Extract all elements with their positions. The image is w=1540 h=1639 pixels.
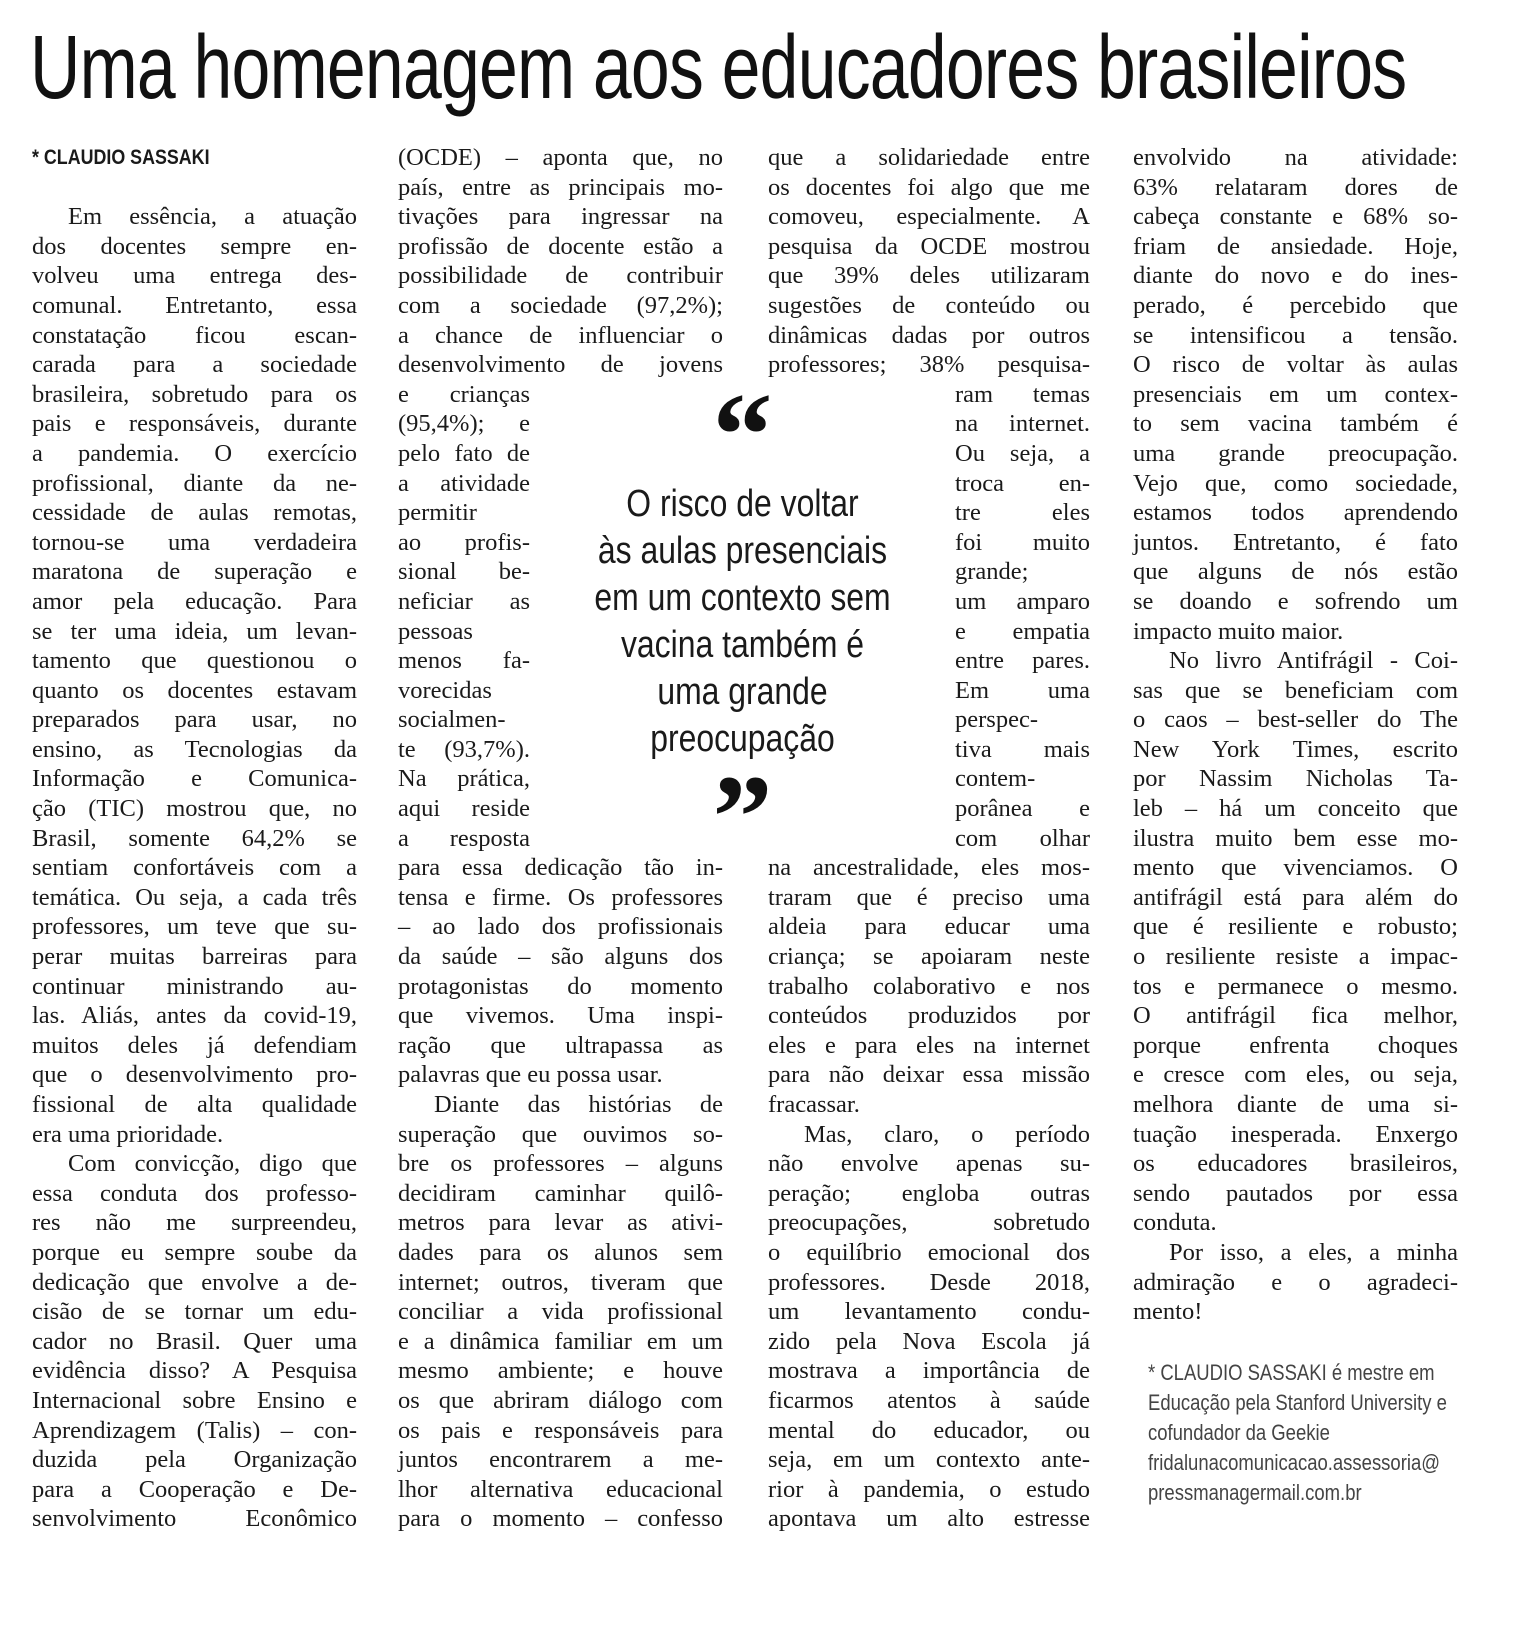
text-line: Informação e Comunica- (32, 765, 357, 793)
text-line: o equilíbrio emocional dos (768, 1238, 1090, 1266)
footnote-line: Educação pela Stanford University e (1148, 1390, 1447, 1415)
text-line: admiração e o agradeci- (1133, 1268, 1458, 1296)
text-line: dedicação que envolve a de- (32, 1268, 357, 1296)
text-line: para o momento – confesso (398, 1505, 723, 1533)
text-line: tos e permanece o mesmo. (1133, 972, 1458, 1000)
text-line: era uma prioridade. (32, 1120, 224, 1148)
text-line: superação que ouvimos so- (398, 1120, 723, 1148)
text-line: O antifrágil fica melhor, (1133, 1002, 1458, 1030)
text-line: res não me surpreendeu, (32, 1209, 357, 1237)
text-line: tuação inesperada. Enxergo (1133, 1120, 1458, 1148)
text-line: cador no Brasil. Quer uma (32, 1327, 357, 1355)
text-line: (95,4%); e (398, 410, 530, 438)
text-line: palavras que eu possa usar. (398, 1061, 663, 1089)
headline: Uma homenagem aos educadores brasileiros (30, 18, 1407, 118)
text-line: país, entre as principais mo- (398, 173, 723, 201)
text-line: contem- (955, 765, 1036, 793)
text-line: mostrava a importância de (768, 1357, 1090, 1385)
text-line: metros para levar as ativi- (398, 1209, 723, 1237)
text-line: na ancestralidade, eles mos- (768, 854, 1090, 882)
text-line: preparados para usar, no (32, 706, 357, 734)
text-line: ao profis- (398, 528, 530, 556)
text-line: permitir (398, 499, 477, 527)
text-line: Por isso, a eles, a minha (1169, 1238, 1458, 1266)
text-line: O risco de voltar às aulas (1133, 351, 1458, 379)
text-line: para essa dedicação tão in- (398, 854, 723, 882)
text-line: rior à pandemia, o estudo (768, 1475, 1090, 1503)
text-line: tre eles (955, 499, 1090, 527)
footnote-line: * CLAUDIO SASSAKI é mestre em (1148, 1360, 1435, 1385)
text-line: os educadores brasileiros, (1133, 1150, 1458, 1178)
text-line: fissional de alta qualidade (32, 1091, 357, 1118)
text-line: o resiliente resiste a impac- (1133, 943, 1458, 971)
spacer (32, 173, 357, 203)
text-line: presenciais em um contex- (1133, 380, 1458, 408)
text-line: Ou seja, a (955, 439, 1090, 467)
text-line: perspec- (955, 706, 1038, 734)
text-line: Vejo que, como sociedade, (1133, 469, 1458, 497)
text-line: amor pela educação. Para (32, 587, 357, 615)
text-line: ram temas (955, 380, 1090, 408)
pull-quote-text (585, 481, 900, 763)
text-line: Diante das histórias de (434, 1091, 723, 1118)
text-line: Em essência, a atuação (68, 203, 357, 231)
text-line: a chance de influenciar o (398, 321, 723, 349)
text-line: mento que vivenciamos. O (1133, 854, 1458, 882)
text-line: desenvolvimento de jovens (398, 351, 723, 379)
text-line: não envolve apenas su- (768, 1150, 1090, 1178)
text-line: apontava um alto estresse (768, 1505, 1090, 1533)
text-line: que a solidariedade entre (768, 144, 1090, 171)
text-line: essa conduta dos professo- (32, 1179, 357, 1207)
text-line: protagonistas do momento (398, 972, 723, 1000)
text-line: tamento que questionou o (32, 647, 357, 675)
text-line: para não deixar essa missão (768, 1061, 1090, 1089)
text-line: trabalho colaborativo e nos (768, 972, 1090, 1000)
text-line: uma grande preocupação. (1133, 439, 1458, 467)
text-line: traram que é preciso uma (768, 883, 1090, 911)
text-line: brasileira, sobretudo para os (32, 380, 357, 408)
text-line: pessoas (398, 617, 473, 645)
text-line: New York Times, escrito (1133, 735, 1458, 763)
text-line: os pais e responsáveis para (398, 1416, 723, 1444)
text-line: comoveu, especialmente. A (768, 203, 1090, 231)
text-line: conduta. (1133, 1209, 1217, 1237)
text-line: porque eu sempre soube da (32, 1238, 357, 1266)
text-line: se doando e sofrendo um (1133, 587, 1458, 615)
text-line: 63% relataram dores de (1133, 173, 1458, 201)
byline: * CLAUDIO SASSAKI (32, 146, 210, 169)
text-line: diante do novo e do ines- (1133, 262, 1458, 290)
text-line: porânea e (955, 795, 1090, 823)
text-line: sugestões de conteúdo ou (768, 291, 1090, 319)
text-line: profissão de docente estão a (398, 232, 723, 260)
text-line: evidência disso? A Pesquisa (32, 1357, 357, 1385)
text-line: internet; outros, tiveram que (398, 1268, 723, 1296)
text-line: Internacional sobre Ensino e (32, 1386, 357, 1414)
text-line: a resposta (398, 824, 530, 852)
text-line: Mas, claro, o período (804, 1120, 1090, 1148)
text-line: a pandemia. O exercício (32, 439, 357, 467)
text-line: se intensificou a tensão. (1133, 321, 1458, 349)
text-line: entre pares. (955, 647, 1090, 675)
text-line: aldeia para educar uma (768, 913, 1090, 941)
text-line: a atividade (398, 469, 530, 497)
text-line: constatação ficou escan- (32, 321, 357, 349)
text-line: os que abriram diálogo com (398, 1386, 723, 1414)
text-line: que 39% deles utilizaram (768, 262, 1090, 290)
text-line: muitos deles já defendiam (32, 1031, 357, 1059)
text-line: conciliar a vida profissional (398, 1298, 723, 1326)
text-line: ção (TIC) mostrou que, no (32, 795, 357, 823)
text-line: Em uma (955, 676, 1090, 704)
text-line: quanto os docentes estavam (32, 676, 357, 704)
open-quote-icon: “ (712, 368, 773, 501)
text-line: las. Aliás, antes da covid-19, (32, 1002, 357, 1030)
text-line: envolvido na atividade: (1133, 144, 1458, 171)
text-line: juntos encontrarem a me- (398, 1446, 723, 1474)
text-line: (OCDE) – aponta que, no (398, 144, 723, 171)
text-line: sional be- (398, 558, 530, 586)
text-line: dinâmicas dadas por outros (768, 321, 1090, 349)
text-line: da saúde – são alguns dos (398, 943, 723, 971)
text-line: foi muito (955, 528, 1090, 556)
text-line: to sem vacina também é (1133, 410, 1458, 438)
text-line: Aprendizagem (Talis) – con- (32, 1416, 357, 1444)
text-line: seja, em um contexto ante- (768, 1446, 1090, 1474)
text-line: cessidade de aulas remotas, (32, 499, 357, 527)
text-line: senvolvimento Econômico (32, 1505, 357, 1533)
text-line: possibilidade de contribuir (398, 262, 723, 290)
text-line: os docentes foi algo que me (768, 173, 1090, 201)
text-line: se ter uma ideia, um levan- (32, 617, 357, 645)
text-line: que vivemos. Uma inspi- (398, 1002, 723, 1030)
text-line: tiva mais (955, 735, 1090, 763)
pull-quote-line: O risco de voltar (626, 483, 859, 525)
text-line: Brasil, somente 64,2% se (32, 824, 357, 852)
text-line: friam de ansiedade. Hoje, (1133, 232, 1458, 260)
text-line: Com convicção, digo que (68, 1150, 357, 1178)
text-line: cabeça constante e 68% so- (1133, 203, 1458, 231)
text-line: professores, um teve que su- (32, 913, 357, 941)
text-line: estamos todos aprendendo (1133, 499, 1458, 527)
text-line: antifrágil está para além do (1133, 883, 1458, 911)
text-line: e crianças (398, 380, 530, 408)
text-line: mento! (1133, 1298, 1203, 1326)
text-line: ilustra muito bem esse mo- (1133, 824, 1458, 852)
text-line: te (93,7%). (398, 735, 530, 763)
text-line: pelo fato de (398, 439, 530, 467)
text-line: para a Cooperação e De- (32, 1475, 357, 1503)
text-line: mesmo ambiente; e houve (398, 1357, 723, 1385)
author-footnote (1148, 1358, 1463, 1508)
text-line: ensino, as Tecnologias da (32, 735, 357, 763)
text-line: que é resiliente e robusto; (1133, 913, 1458, 941)
footnote-line: pressmanagermail.com.br (1148, 1480, 1362, 1505)
text-line: duzida pela Organização (32, 1446, 357, 1474)
text-line: sas que se beneficiam com (1133, 676, 1458, 704)
text-line: temática. Ou seja, a cada três (32, 883, 357, 911)
text-line: melhora diante de uma si- (1133, 1091, 1458, 1118)
text-line: sendo pautados por essa (1133, 1179, 1458, 1207)
text-line: e a dinâmica familiar em um (398, 1327, 723, 1355)
close-quote-icon: ” (712, 750, 773, 883)
text-line: e empatia (955, 617, 1090, 645)
text-line: bre os professores – alguns (398, 1150, 723, 1178)
text-line: cisão de se tornar um edu- (32, 1298, 357, 1326)
text-line: dos docentes sempre en- (32, 232, 357, 260)
text-line: que o desenvolvimento pro- (32, 1061, 357, 1089)
text-line: dades para os alunos sem (398, 1238, 723, 1266)
text-line: ficarmos atentos à saúde (768, 1386, 1090, 1414)
footnote-line: cofundador da Geekie (1148, 1420, 1330, 1445)
text-line: lhor alternativa educacional (398, 1475, 723, 1503)
text-line: pesquisa da OCDE mostrou (768, 232, 1090, 260)
article-column-4 (1133, 143, 1458, 1327)
text-line: que alguns de nós estão (1133, 558, 1458, 586)
text-line: ração que ultrapassa as (398, 1031, 723, 1059)
text-line: decidiram caminhar quilô- (398, 1179, 723, 1207)
text-line: pais e responsáveis, durante (32, 410, 357, 438)
pull-quote-line: em um contexto sem (594, 577, 891, 619)
text-line: troca en- (955, 469, 1090, 497)
text-line: tivações para ingressar na (398, 203, 723, 231)
text-line: tensa e firme. Os professores (398, 883, 723, 911)
text-line: No livro Antifrágil - Coi- (1169, 647, 1458, 675)
text-line: com olhar (955, 824, 1090, 852)
text-line: com a sociedade (97,2%); (398, 291, 723, 319)
text-line: continuar ministrando au- (32, 972, 357, 1000)
text-line: Na prática, (398, 765, 530, 793)
text-line: perar muitas barreiras para (32, 943, 357, 971)
text-line: impacto muito maior. (1133, 617, 1344, 645)
text-line: peração; engloba outras (768, 1179, 1090, 1207)
text-line: professores. Desde 2018, (768, 1268, 1090, 1296)
text-line: um amparo (955, 587, 1090, 615)
text-line: vorecidas (398, 676, 492, 704)
text-line: preocupações, sobretudo (768, 1209, 1090, 1237)
text-line: conteúdos produzidos por (768, 1002, 1090, 1030)
text-line: socialmen- (398, 706, 506, 734)
text-line: por Nassim Nicholas Ta- (1133, 765, 1458, 793)
text-line: perado, é percebido que (1133, 291, 1458, 319)
text-line: neficiar as (398, 587, 530, 615)
text-line: aqui reside (398, 795, 530, 823)
text-line: fracassar. (768, 1091, 860, 1118)
text-line: mental do educador, ou (768, 1416, 1090, 1444)
text-line: na internet. (955, 410, 1090, 438)
text-line: volveu uma entrega des- (32, 262, 357, 290)
text-line: e cresce com eles, ou seja, (1133, 1061, 1458, 1089)
text-line: sentiam confortáveis com a (32, 854, 357, 882)
text-line: leb – há um conceito que (1133, 795, 1458, 823)
text-line: eles e para eles na internet (768, 1031, 1090, 1059)
text-line: criança; se apoiaram neste (768, 943, 1090, 971)
text-line: professores; 38% pesquisa- (768, 351, 1090, 379)
text-line: maratona de superação e (32, 558, 357, 586)
pull-quote-line: uma grande (657, 671, 828, 713)
text-line: zido pela Nova Escola já (768, 1327, 1090, 1355)
text-line: comunal. Entretanto, essa (32, 291, 357, 319)
text-line: juntos. Entretanto, é fato (1133, 528, 1458, 556)
pull-quote-line: vacina também é (620, 624, 865, 666)
article-column-1 (32, 143, 357, 1534)
text-line: tornou-se uma verdadeira (32, 528, 357, 556)
text-line: um levantamento condu- (768, 1298, 1090, 1326)
text-line: profissional, diante da ne- (32, 469, 357, 497)
footnote-line: fridalunacomunicacao.assessoria@ (1148, 1450, 1441, 1475)
text-line: carada para a sociedade (32, 351, 357, 379)
pull-quote-line: às aulas presenciais (597, 530, 888, 572)
text-line: grande; (955, 558, 1029, 586)
text-line: o caos – best-seller do The (1133, 706, 1458, 734)
text-line: porque enfrenta choques (1133, 1031, 1458, 1059)
pull-quote-line: preocupação (650, 718, 835, 760)
text-line: – ao lado dos profissionais (398, 913, 723, 941)
text-line: menos fa- (398, 647, 530, 675)
